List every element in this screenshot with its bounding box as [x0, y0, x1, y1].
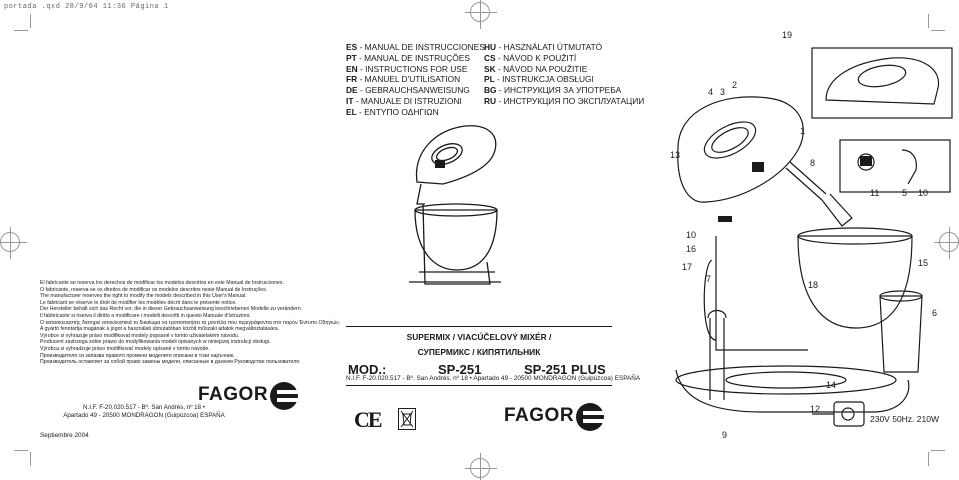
registration-mark-bottom [470, 458, 490, 478]
model-number-plus: SP-251 PLUS [524, 362, 606, 377]
registration-mark-left [0, 232, 20, 252]
crop-mark [30, 14, 31, 28]
disclaimer-line: Ο κατασκευαστής διατηρεί αποκλειστικά το δικαίωμα να τροποποιήσει τα μοντέλα που περιγράφονται στο παρόν Έντυπο Οδηγιών. [40, 319, 341, 326]
disclaimer-line: A gyártó fenntartja magának a jogot a használati útmutatóban közölt műszaki adatok megváltoztatására. [40, 326, 280, 333]
disclaimer-line: Der Hersteller behält sich das Recht vor, die in dieser Gebrauchsanweisung beschriebenen Modelle zu verändern. [40, 306, 303, 313]
callout-15: 15 [918, 258, 929, 268]
brand-name: FAGOR [504, 405, 575, 426]
company-address-left: N.I.F. F-20.020.517 - Bº. San Andrés, nº 18 • Apartado 49 - 20500 MONDRAGON (Guipúzcoa) ESPAÑA [63, 404, 225, 419]
callout-13: 13 [670, 150, 681, 160]
print-header: portada .qxd 28/9/04 11:36 Página 1 [4, 3, 169, 11]
callout-3: 3 [720, 87, 726, 97]
language-item: FR - MANUEL D'UTILISATION [346, 74, 461, 85]
callout-5: 5 [902, 188, 908, 198]
callout-17: 17 [682, 262, 693, 272]
callout-10-inset: 10 [918, 188, 929, 198]
model-label: MOD.: [348, 362, 387, 377]
callout-11: 11 [870, 188, 880, 198]
crop-mark [30, 452, 31, 466]
language-item: ES - MANUAL DE INSTRUCCIONES [346, 42, 485, 52]
callout-12: 12 [810, 404, 821, 414]
callout-8: 8 [810, 158, 816, 168]
language-list-right [484, 42, 645, 107]
disclaimer-line: The manufacturer reserves the right to modify the models described in this User's Manual. [40, 293, 247, 300]
model-number: SP-251 [438, 362, 482, 377]
weee-bin-icon [398, 408, 416, 430]
company-address-right: N.I.F. F-20.020.517 - Bº. San Andrés, nº 18 • Apartado 49 - 20500 MONDRAGON (Guipúzcoa) ESPAÑA [346, 375, 641, 382]
crop-mark [14, 450, 28, 451]
disclaimer-line: Producent zastrzega sobie prawo do modyfikowania modeli opisanych w niniejszej instrukcji obsługi. [40, 339, 271, 346]
callout-1: 1 [800, 126, 806, 136]
language-item: EN - INSTRUCTIONS FOR USE [346, 63, 468, 74]
callout-2: 2 [732, 80, 738, 90]
mixer-stand-illustration [395, 112, 505, 287]
disclaimer-line: Производитель оставляет за собой право замены модели, описанные в данном Руководстве пользователя. [40, 359, 301, 366]
language-item: RU - ИНСТРУКЦИЯ ПО ЭКСПЛУАТАЦИИ [484, 95, 645, 106]
disclaimer-line: O fabricante, reserva-se os direitos de modificar os modelos descritos neste Manual de Instruções. [40, 286, 268, 293]
language-item: HU - HASZNÁLATI ÚTMUTATÓ [484, 42, 603, 52]
power-rating: 230V 50Hz. 210W [870, 414, 939, 424]
language-item: EL - ΕΝΤΥΠΟ ΟΔΗΓΙΩΝ [346, 106, 439, 117]
ce-mark-icon: CE [354, 407, 381, 432]
language-item: PT - MANUAL DE INSTRUÇÕES [346, 52, 470, 63]
disclaimer-line: Il fabbricante si riserva il diritto a modificare i modelli descritti in questo Manuale d'Istruzioni. [40, 312, 251, 319]
disclaimer-text [40, 280, 340, 366]
fagor-logo-left [198, 384, 268, 406]
callout-16: 16 [686, 244, 697, 254]
language-list [346, 42, 645, 120]
disclaimer-line: Le fabricant se réserve le droit de modifier les modèles décrit dans le présente notice. [40, 299, 237, 306]
callout-10: 10 [686, 230, 697, 240]
language-item: DE - GEBRAUCHSANWEISUNG [346, 85, 470, 96]
language-item: SK - NÁVOD NA POUŽITIE [484, 63, 588, 74]
product-name-line2: СУПЕРМИКС / КИПЯТИЛЬНИК [417, 347, 541, 357]
callout-19: 19 [782, 30, 793, 40]
brand-name: FAGOR [198, 384, 269, 405]
disclaimer-line: Výrobca si vyhradzuje právo modifikovať modely opísané v tomto návode. [40, 345, 210, 352]
fagor-logo-right [504, 405, 574, 427]
language-item: PL - INSTRUKCJA OBSŁUGI [484, 74, 594, 85]
print-date: Septiembre 2004 [40, 432, 89, 439]
callout-4: 4 [708, 87, 714, 97]
callout-18: 18 [808, 280, 819, 290]
callout-14: 14 [826, 380, 837, 390]
disclaimer-line: Производителя си запазва правото промени моделите описани в този наръчник. [40, 352, 235, 359]
crop-mark [14, 30, 28, 31]
fagor-emblem-icon [270, 382, 298, 410]
fagor-emblem-icon [576, 403, 604, 431]
callout-7: 7 [706, 274, 712, 284]
product-name-line1: SUPERMIX / VIACÚČELOVÝ MIXÉR / [406, 332, 552, 342]
disclaimer-line: Výrobce si vyhrazuje právo modifikovat modely popsané v tomto uživatelském návodu. [40, 332, 240, 339]
registration-mark-top [470, 2, 490, 22]
callout-6: 6 [932, 308, 938, 318]
language-item: BG - ИНСТРУКЦИЯ ЗА УПОТРЕБА [484, 85, 622, 96]
language-list-left [346, 42, 484, 118]
disclaimer-line: El fabricante se reserva los derechos de modificar los modelos descritos en este Manual de Instrucciones. [40, 280, 284, 286]
parts-diagram [612, 0, 959, 480]
parts-diagram-drawing [612, 0, 959, 480]
callout-9: 9 [722, 430, 728, 440]
language-item: IT - MANUALE DI ISTRUZIONI [346, 95, 462, 106]
language-item: CS - NÁVOD K POUŽITÍ [484, 52, 577, 63]
